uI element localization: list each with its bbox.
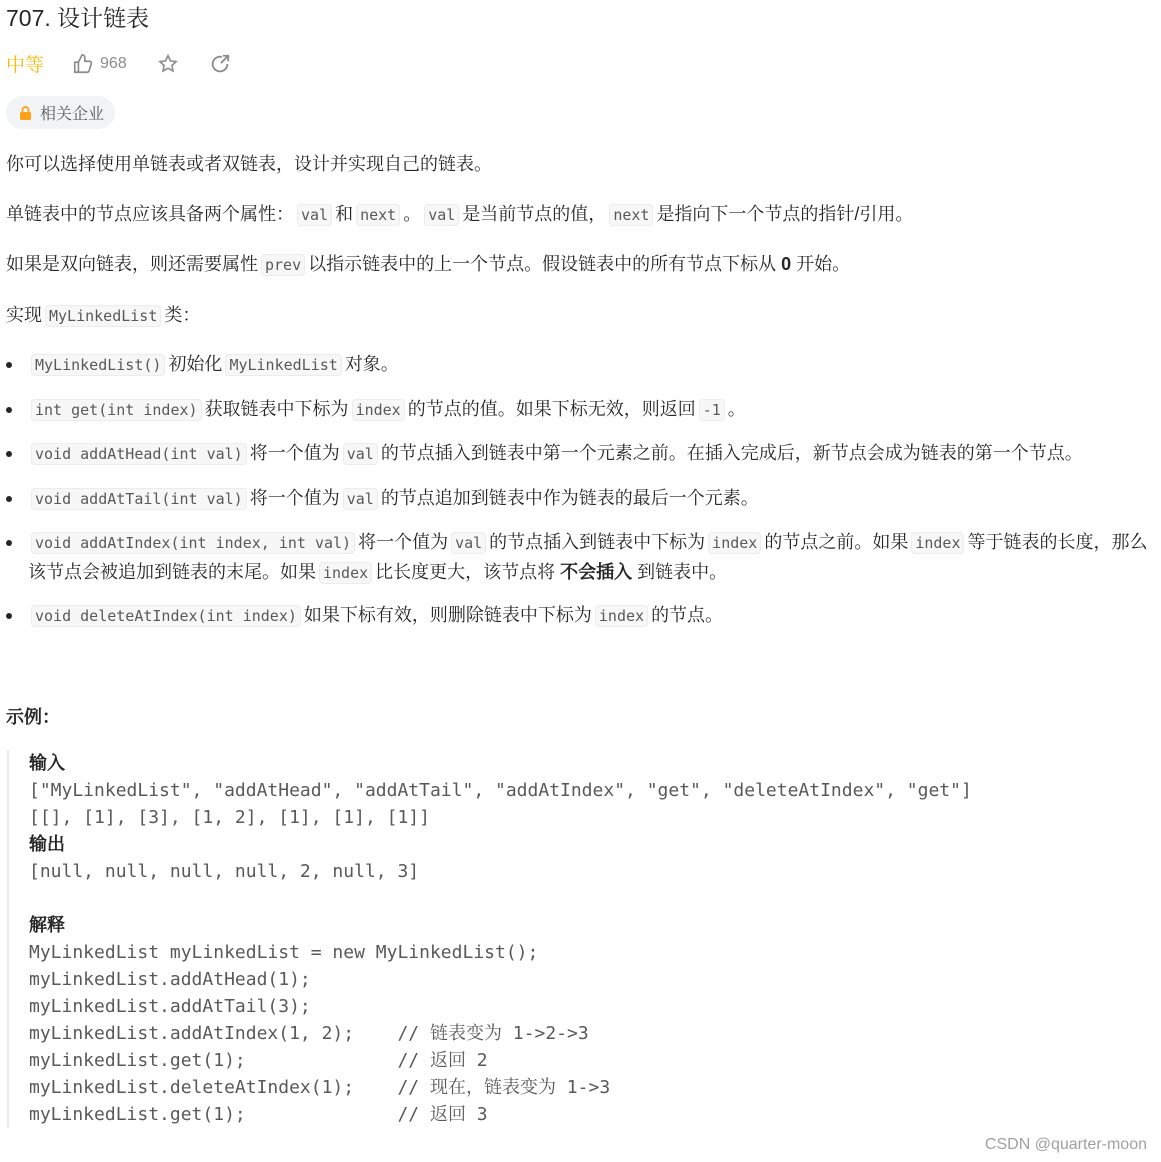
code-line: myLinkedList.get(1); // 返回 2 (29, 1050, 488, 1071)
inline-code: -1 (699, 399, 725, 421)
code-line: [null, null, null, null, 2, null, 3] (29, 861, 420, 882)
paragraph (6, 250, 850, 279)
difficulty-badge: 中等 (6, 55, 45, 76)
code-line: myLinkedList.addAtTail(3); (29, 996, 311, 1017)
text: 单链表中的节点应该具备两个属性： (6, 204, 294, 224)
text: 将一个值为 (249, 443, 340, 463)
problem-title: 707. 设计链表 (6, 5, 150, 31)
example-label: 解释 (29, 915, 65, 935)
text: 和 (335, 204, 354, 224)
text: 以指示链表中的上一个节点。假设链表中的所有节点下标从 (308, 254, 782, 274)
like-count: 968 (100, 54, 127, 72)
inline-code: index (708, 532, 761, 554)
text: 比长度更大，该节点将 (375, 562, 561, 582)
text: 等于链表的长度，那么该节点会被追加到链表的末尾。如果 (28, 532, 1148, 582)
code-line: [[], [1], [3], [1, 2], [1], [1], [1]] (29, 807, 430, 828)
favorite-button[interactable] (157, 53, 179, 75)
inline-code: next (356, 204, 400, 226)
bold-text: 0 (781, 254, 792, 274)
text: 的节点插入到链表中第一个元素之前。在插入完成后，新节点会成为链表的第一个节点。 (380, 443, 1083, 463)
text: 的节点。 (651, 605, 724, 625)
related-companies-tag[interactable] (6, 96, 115, 129)
inline-code: int get(int index) (31, 399, 202, 421)
list-item (28, 439, 1153, 469)
code-line: myLinkedList.addAtHead(1); (29, 969, 311, 990)
watermark: CSDN @quarter-moon (984, 1136, 1147, 1153)
code-line: MyLinkedList myLinkedList = new MyLinkedList(); (29, 942, 539, 963)
inline-code: val (343, 443, 378, 465)
text: 的节点之前。如果 (764, 532, 909, 552)
inline-code: val (343, 488, 378, 510)
text: 到链表中。 (632, 562, 728, 582)
text: 的节点追加到链表中作为链表的最后一个元素。 (380, 488, 759, 508)
paragraph (6, 150, 492, 178)
inline-code: void addAtIndex(int index, int val) (31, 532, 355, 554)
paragraph (6, 200, 913, 229)
inline-code: index (319, 562, 372, 584)
list-item (28, 528, 1153, 588)
inline-code: index (352, 399, 405, 421)
inline-code: val (297, 204, 332, 226)
code-line (29, 885, 1129, 912)
list-item (28, 484, 1153, 514)
example-block (7, 750, 1129, 1128)
inline-code: MyLinkedList (45, 305, 161, 327)
inline-code: void deleteAtIndex(int index) (31, 605, 301, 627)
text: 的节点的值。如果下标无效，则返回 (407, 399, 696, 419)
text: 是指向下一个节点的指针/引用。 (656, 204, 914, 224)
text: 是当前节点的值， (462, 204, 607, 224)
text: 实现 (6, 305, 42, 325)
inline-code: MyLinkedList (225, 354, 341, 376)
code-line: ["MyLinkedList", "addAtHead", "addAtTail", "addAtIndex", "get", "deleteAtIndex", "get"] (29, 780, 972, 801)
list-item (28, 601, 1153, 631)
tag-label: 相关企业 (40, 106, 105, 123)
text: 类： (164, 305, 201, 325)
text: 将一个值为 (358, 532, 449, 552)
text: 将一个值为 (249, 488, 340, 508)
inline-code: index (911, 532, 964, 554)
share-icon (209, 53, 231, 75)
star-icon (157, 53, 179, 75)
share-button[interactable] (209, 53, 231, 75)
inline-code: void addAtHead(int val) (31, 443, 247, 465)
text: 的节点插入到链表中下标为 (489, 532, 706, 552)
inline-code: MyLinkedList() (31, 354, 165, 376)
text: 开始。 (791, 254, 851, 274)
inline-code: val (451, 532, 486, 554)
text: 获取链表中下标为 (204, 399, 349, 419)
problem-meta (6, 50, 261, 77)
text: 如果是双向链表，则还需要属性 (6, 254, 258, 274)
bold-text: 不会插入 (560, 562, 633, 582)
example-heading: 示例： (6, 707, 60, 727)
example-label: 输入 (29, 753, 65, 773)
like-button[interactable] (72, 53, 127, 75)
inline-code: prev (261, 254, 305, 276)
list-item (28, 395, 1153, 425)
inline-code: next (609, 204, 653, 226)
text: 你可以选择使用单链表或者双链表，设计并实现自己的链表。 (6, 154, 492, 174)
inline-code: val (424, 204, 459, 226)
example-label: 输出 (29, 834, 65, 854)
text: 如果下标有效，则删除链表中下标为 (303, 605, 592, 625)
paragraph (6, 301, 200, 330)
text: 初始化 (168, 354, 223, 374)
thumbs-up-icon (72, 53, 94, 75)
inline-code: void addAtTail(int val) (31, 488, 247, 510)
code-line: myLinkedList.deleteAtIndex(1); // 现在，链表变为 1->3 (29, 1077, 611, 1098)
text: 对象。 (344, 354, 399, 374)
text: 。 (727, 399, 746, 419)
code-line: myLinkedList.get(1); // 返回 3 (29, 1104, 488, 1125)
inline-code: index (595, 605, 648, 627)
list-item (28, 350, 1153, 380)
text: 。 (403, 204, 422, 224)
code-line: myLinkedList.addAtIndex(1, 2); // 链表变为 1->2->3 (29, 1023, 589, 1044)
lock-icon (19, 106, 32, 120)
